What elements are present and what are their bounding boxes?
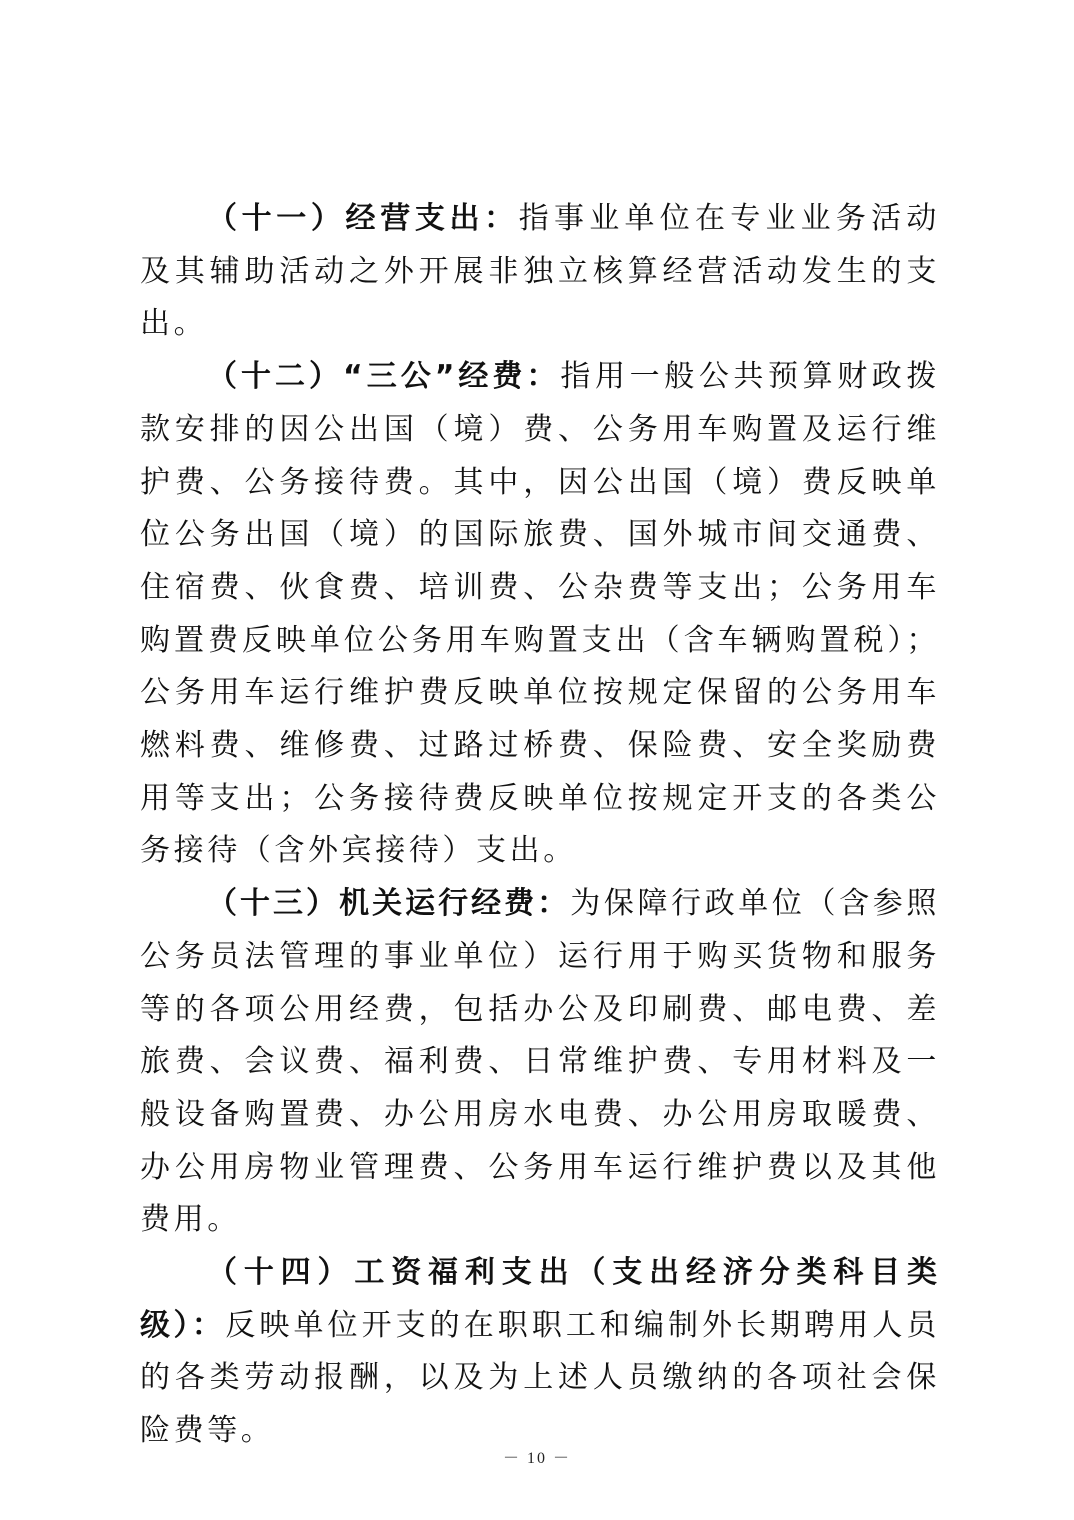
paragraph-text: 指用一般公共预算财政拨款安排的因公出国（境）费、公务用车购置及运行维护费、公务接待费。其中，因公出国（境）费反映单位公务出国（境）的国际旅费、国外城市间交通费、住宿费、伙食费、培训费、公杂费等支出；公务用车购置费反映单位公务用车购置支出（含车辆购置税）；公务用车运行维护费反映单位按规定保留的公务用车燃料费、维修费、过路过桥费、保险费、安全奖励费用等支出；公务接待费反映单位按规定开支的各类公务接待（含外宾接待）支出。 <box>140 359 940 869</box>
paragraph-text: 为保障行政单位（含参照公务员法管理的事业单位）运行用于购买货物和服务等的各项公用经费，包括办公及印刷费、邮电费、差旅费、会议费、福利费、日常维护费、专用材料及一般设备购置费、办公用房水电费、办公用房取暖费、办公用房物业管理费、公务用车运行维护费以及其他费用。 <box>140 886 941 1238</box>
paragraph-agency-operating-funds <box>140 878 940 1247</box>
paragraph-three-public-expenses <box>140 351 940 878</box>
page-number: － 10 － <box>502 1450 571 1467</box>
paragraph-heading: （十三）机关运行经费： <box>207 886 571 922</box>
paragraph-text: 反映单位开支的在职职工和编制外长期聘用人员的各类劳动报酬，以及为上述人员缴纳的各项社会保险费等。 <box>140 1307 940 1449</box>
paragraph-text: 指事业单位在专业业务活动及其辅助活动之外开展非独立核算经营活动发生的支出。 <box>140 201 941 342</box>
paragraph-heading: （十二）“三公”经费： <box>207 359 561 395</box>
paragraph-operating-expenses <box>140 193 940 351</box>
document-body <box>140 193 940 1458</box>
paragraph-heading: （十四）工资福利支出（支出经济分类科目类级）： <box>140 1255 940 1343</box>
paragraph-heading: （十一）经营支出： <box>207 201 519 236</box>
paragraph-wage-welfare-expenses <box>140 1247 940 1458</box>
